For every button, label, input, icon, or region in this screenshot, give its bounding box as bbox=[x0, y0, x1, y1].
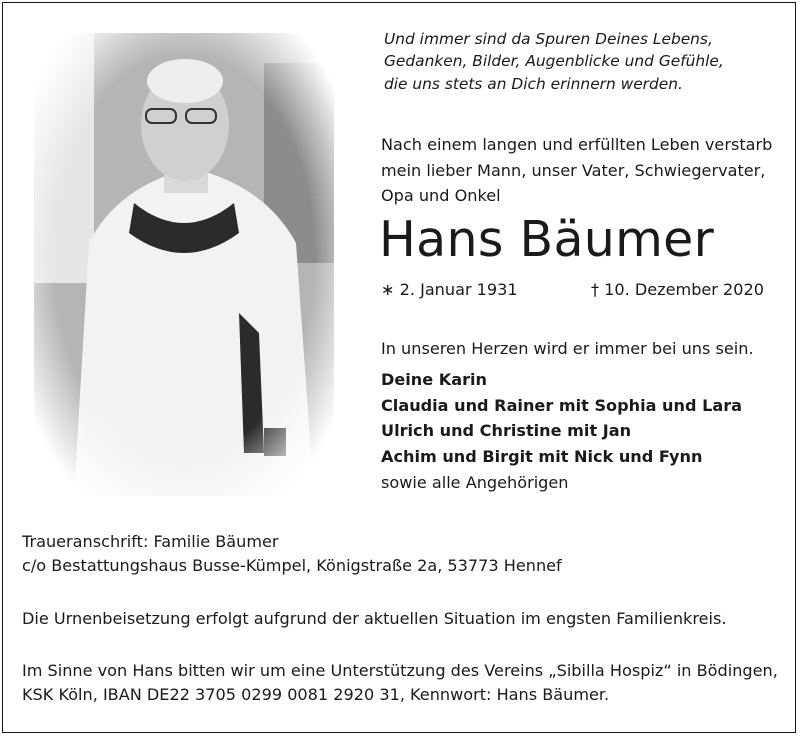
donation-note bbox=[22, 659, 778, 707]
death-date: † 10. Dezember 2020 bbox=[591, 280, 764, 299]
mourner-entry: Ulrich und Christine mit Jan bbox=[381, 421, 632, 441]
mourner-entry: Deine Karin bbox=[381, 370, 488, 389]
intro-line: mein lieber Mann, unser Vater, Schwiegervater, bbox=[381, 160, 766, 180]
donation-line: Im Sinne von Hans bitten wir um eine Unterstützung des Vereins „Sibilla Hospiz“ in Bödingen, bbox=[22, 661, 778, 680]
mourner-entry: Claudia und Rainer mit Sophia und Lara bbox=[381, 395, 743, 415]
birth-date: ∗ 2. Januar 1931 bbox=[381, 280, 518, 299]
donation-line: KSK Köln, IBAN DE22 3705 0299 0081 2920 31, Kennwort: Hans Bäumer. bbox=[22, 685, 610, 705]
relatives-line: sowie alle Angehörigen bbox=[381, 472, 569, 492]
quote-line: Gedanken, Bilder, Augenblicke und Gefühle, bbox=[384, 52, 724, 71]
intro-line: Nach einem langen und erfüllten Leben verstarb bbox=[381, 135, 773, 154]
urn-burial-note bbox=[22, 607, 727, 631]
intro-line: Opa und Onkel bbox=[381, 186, 501, 205]
urn-line: Die Urnenbeisetzung erfolgt aufgrund der aktuellen Situation im engsten Familienkreis. bbox=[22, 609, 727, 628]
portrait-photo bbox=[34, 33, 334, 496]
mourning-address bbox=[22, 530, 562, 578]
address-line: c/o Bestattungshaus Busse-Kümpel, Königstraße 2a, 53773 Hennef bbox=[22, 556, 562, 576]
quote-line: die uns stets an Dich erinnern werden. bbox=[384, 74, 683, 93]
deceased-name: Hans Bäumer bbox=[379, 211, 715, 268]
quote-line: Und immer sind da Spuren Deines Lebens, bbox=[384, 30, 713, 48]
memorial-quote bbox=[384, 28, 724, 95]
remembrance-line: In unseren Herzen wird er immer bei uns sein. bbox=[381, 339, 754, 358]
mourner-entry: Achim und Birgit mit Nick und Fynn bbox=[381, 447, 703, 467]
mourners-list bbox=[381, 367, 742, 496]
address-line: Traueranschrift: Familie Bäumer bbox=[22, 532, 279, 551]
intro-text bbox=[381, 132, 772, 209]
